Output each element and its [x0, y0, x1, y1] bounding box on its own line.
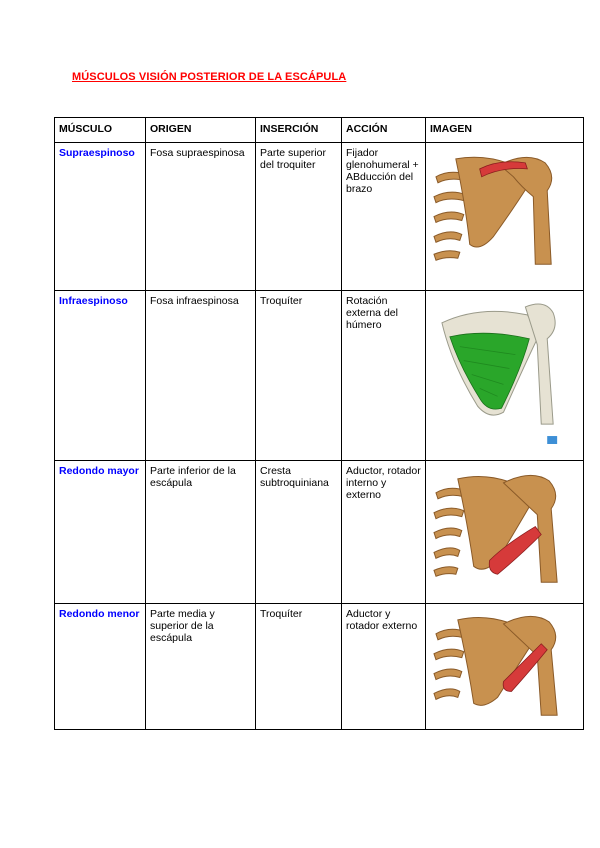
insertion-cell: Cresta subtroquiniana: [256, 461, 342, 604]
origin-cell: Fosa supraespinosa: [146, 143, 256, 291]
insertion-cell: Parte superior del troquiter: [256, 143, 342, 291]
header-insercion: INSERCIÓN: [256, 118, 342, 143]
insertion-cell: Troquíter: [256, 291, 342, 461]
table-row: [55, 604, 584, 730]
logo-badge-icon: [547, 436, 557, 444]
action-cell: Aductor y rotador externo: [342, 604, 426, 730]
origin-cell: Parte inferior de la escápula: [146, 461, 256, 604]
redondo-menor-illustration: [430, 608, 579, 717]
muscle-table: [54, 117, 584, 730]
muscle-name: Redondo menor: [59, 608, 140, 620]
header-accion: ACCIÓN: [342, 118, 426, 143]
muscle-name: Supraespinoso: [59, 147, 135, 159]
action-cell: Rotación externa del húmero: [342, 291, 426, 461]
origin-cell: Parte media y superior de la escápula: [146, 604, 256, 730]
action-cell: Aductor, rotador interno y externo: [342, 461, 426, 604]
insertion-cell: Troquíter: [256, 604, 342, 730]
infraespinoso-illustration: [430, 295, 579, 454]
muscle-name: Infraespinoso: [59, 295, 128, 307]
muscle-name: Redondo mayor: [59, 465, 139, 477]
table-row: [55, 143, 584, 291]
table-header-row: [55, 118, 584, 143]
header-imagen: IMAGEN: [426, 118, 584, 143]
header-musculo: MÚSCULO: [55, 118, 146, 143]
page-title: MÚSCULOS VISIÓN POSTERIOR DE LA ESCÁPULA: [72, 71, 347, 83]
origin-cell: Fosa infraespinosa: [146, 291, 256, 461]
redondo-mayor-illustration: [430, 465, 579, 584]
table-row: [55, 291, 584, 461]
supraespinoso-illustration: [430, 147, 579, 266]
header-origen: ORIGEN: [146, 118, 256, 143]
table-row: [55, 461, 584, 604]
action-cell: Fijador glenohumeral + ABducción del brazo: [342, 143, 426, 291]
